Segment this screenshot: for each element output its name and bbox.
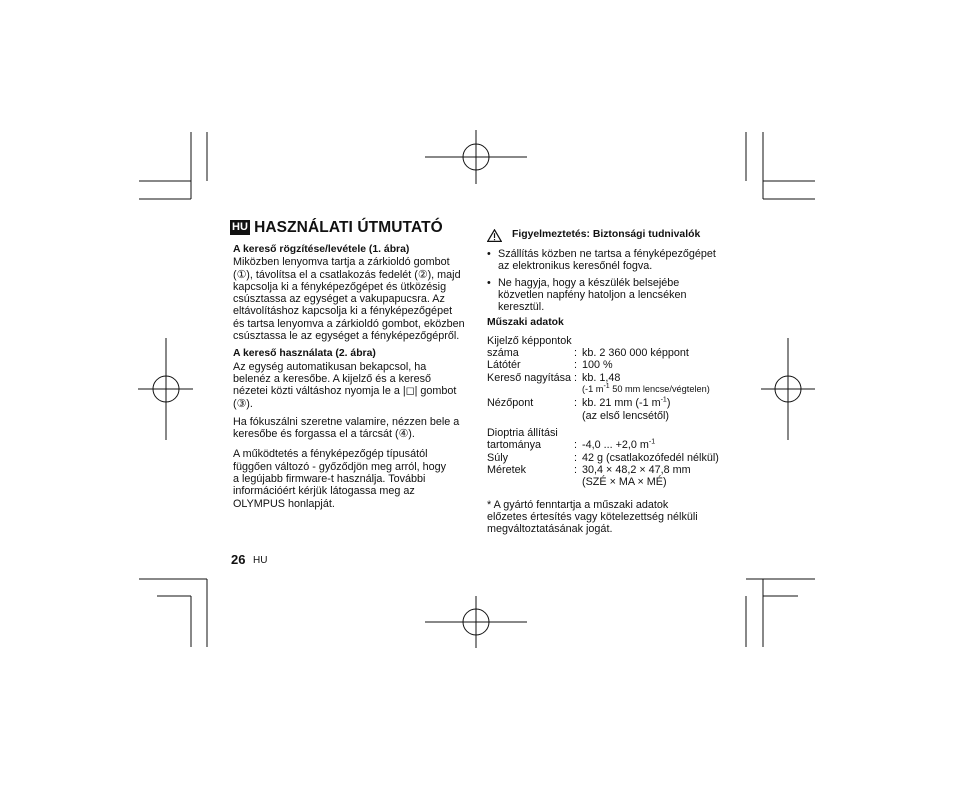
spec-value-text: kb. 2 360 000 képpont bbox=[582, 347, 689, 360]
spec-heading: Műszaki adatok bbox=[487, 317, 564, 329]
spec-value bbox=[582, 427, 747, 452]
registration-mark-right bbox=[761, 338, 815, 440]
spec-key: Nézőpont bbox=[487, 397, 534, 410]
spec-value-text: -4,0 ... +2,0 $m^{-1}$ bbox=[582, 438, 656, 452]
text-line: függően változó - győződjön meg arról, hogy bbox=[233, 460, 447, 473]
text-line: információért kérjük látogassa meg az bbox=[233, 485, 415, 498]
spec-row-dimensions bbox=[487, 464, 747, 489]
spec-colon: : bbox=[574, 439, 577, 452]
spec-value-text: 30,4 × 48,2 × 47,8 mm bbox=[582, 463, 691, 476]
spec-row-diopter bbox=[487, 427, 747, 452]
text-line: A működtetés a fényképezőgép típusától bbox=[233, 448, 428, 461]
text-line: belenéz a keresőbe. A kijelző és a kereső bbox=[233, 372, 432, 385]
text-line: OLYMPUS honlapját. bbox=[233, 497, 335, 510]
spec-colon: : bbox=[574, 359, 577, 372]
page-language: HU bbox=[253, 555, 268, 566]
section-body-usage bbox=[233, 361, 473, 410]
page-title bbox=[230, 219, 443, 237]
text-line: (①), távolítsa el a csatlakozás fedelét (②), majd bbox=[233, 268, 461, 281]
text-line: csúsztassa le az egységet a fényképezőgépről. bbox=[233, 330, 460, 343]
spec-colon: : bbox=[574, 451, 577, 464]
spec-key bbox=[487, 427, 574, 452]
spec-key: Súly bbox=[487, 451, 509, 464]
spec-key-line: Dioptria állítási bbox=[487, 427, 558, 440]
text-line: csúsztassa az egységet a vakupapucsra. Az bbox=[233, 293, 445, 306]
text-line: * A gyártó fenntartja a műszaki adatok bbox=[487, 498, 669, 511]
spec-value-note: (SZÉ × MA × MÉ) bbox=[582, 476, 667, 489]
spec-colon: : bbox=[574, 463, 577, 476]
list-item bbox=[487, 277, 747, 314]
spec-value: 42 g (csatlakozófedél nélkül) bbox=[582, 451, 719, 464]
spec-key bbox=[487, 335, 574, 360]
warning-title: Figyelmeztetés: Biztonsági tudnivalók bbox=[512, 229, 701, 241]
text-line: eltávolításhoz kapcsolja ki a fényképezőgépet bbox=[233, 305, 453, 318]
text-line: keresztül. bbox=[498, 301, 545, 314]
warning-triangle-icon bbox=[487, 229, 502, 242]
spec-key-line: száma bbox=[487, 347, 519, 360]
text-line: • Szállítás közben ne tartsa a fényképezőgépet bbox=[498, 248, 716, 260]
section-heading-attach: A kereső rögzítése/levétele (1. ábra) bbox=[233, 244, 410, 255]
spec-colon: : bbox=[574, 371, 577, 384]
registration-mark-top bbox=[425, 130, 527, 184]
text-line: az elektronikus keresőnél fogva. bbox=[498, 260, 653, 273]
left-column bbox=[233, 244, 473, 510]
spec-row-eyepoint bbox=[487, 397, 747, 422]
spec-key: Méretek bbox=[487, 463, 527, 476]
spec-value-text: kb. 21 mm (-1 $m^{-1}$) bbox=[582, 396, 671, 410]
text-line: • Ne hagyja, hogy a készülék belsejébe bbox=[498, 276, 680, 289]
text-line: (③). bbox=[233, 397, 253, 410]
spec-key-line: tartománya bbox=[487, 439, 542, 452]
list-item bbox=[487, 248, 747, 273]
section-body-attach bbox=[233, 256, 473, 342]
text-line: keresőbe és forgassa el a tárcsát (④). bbox=[233, 428, 415, 441]
spec-footnote bbox=[487, 499, 747, 536]
spec-value-text: kb. 1,48 bbox=[582, 371, 621, 384]
title-text: HASZNÁLATI ÚTMUTATÓ bbox=[254, 219, 443, 236]
text-line: Miközben lenyomva tartja a zárkioldó gombot bbox=[233, 256, 450, 269]
page-number: 26 bbox=[231, 552, 246, 567]
spec-key-line: Kijelző képpontok bbox=[487, 334, 572, 347]
text-line: közvetlen napfény hatoljon a lencséken bbox=[498, 288, 687, 301]
paragraph-focus bbox=[233, 416, 473, 441]
text-line: kapcsolja ki a fényképezőgépet és ütközésig bbox=[233, 280, 447, 293]
warning-heading bbox=[487, 229, 747, 242]
spec-key: Kereső nagyítása bbox=[487, 371, 572, 384]
text-line: előzetes értesítés vagy kötelezettség nélküli bbox=[487, 510, 698, 523]
spec-value bbox=[582, 464, 747, 489]
spec-value bbox=[582, 335, 747, 360]
spec-row-magnification bbox=[487, 372, 747, 395]
language-badge: HU bbox=[232, 221, 249, 233]
text-line: nézetei közti váltáshoz nyomja le a |◻| gombot bbox=[233, 385, 457, 398]
text-line: Ha fókuszálni szeretne valamire, nézzen bele a bbox=[233, 415, 460, 428]
registration-mark-bottom bbox=[425, 596, 527, 648]
spec-colon: : bbox=[574, 347, 577, 360]
spec-key: Látótér bbox=[487, 359, 521, 372]
spec-row-fov bbox=[487, 359, 747, 371]
right-column bbox=[487, 229, 747, 535]
paragraph-firmware bbox=[233, 448, 473, 509]
spec-colon: : bbox=[574, 397, 577, 410]
text-line: Az egység automatikusan bekapcsol, ha bbox=[233, 360, 427, 373]
text-line: és tartsa lenyomva a zárkioldó gombot, eközben bbox=[233, 317, 465, 330]
spec-value bbox=[582, 397, 747, 422]
section-heading-usage: A kereső használata (2. ábra) bbox=[233, 348, 376, 360]
spec-table bbox=[487, 335, 747, 489]
registration-mark-left bbox=[138, 338, 193, 440]
spec-value-note: (-1 $m^{-1}$ 50 mm lencse/végtelen) bbox=[582, 382, 710, 394]
spec-row-pixels bbox=[487, 335, 747, 360]
text-line: megváltoztatásának jogát. bbox=[487, 523, 613, 536]
spec-value-note: (az első lencsétől) bbox=[582, 409, 670, 422]
text-line: a legújabb firmware-t használja. További bbox=[233, 473, 426, 486]
spec-row-weight bbox=[487, 452, 747, 464]
safety-bullets bbox=[487, 248, 747, 313]
spec-value: 100 % bbox=[582, 359, 613, 372]
spec-value bbox=[582, 372, 747, 395]
